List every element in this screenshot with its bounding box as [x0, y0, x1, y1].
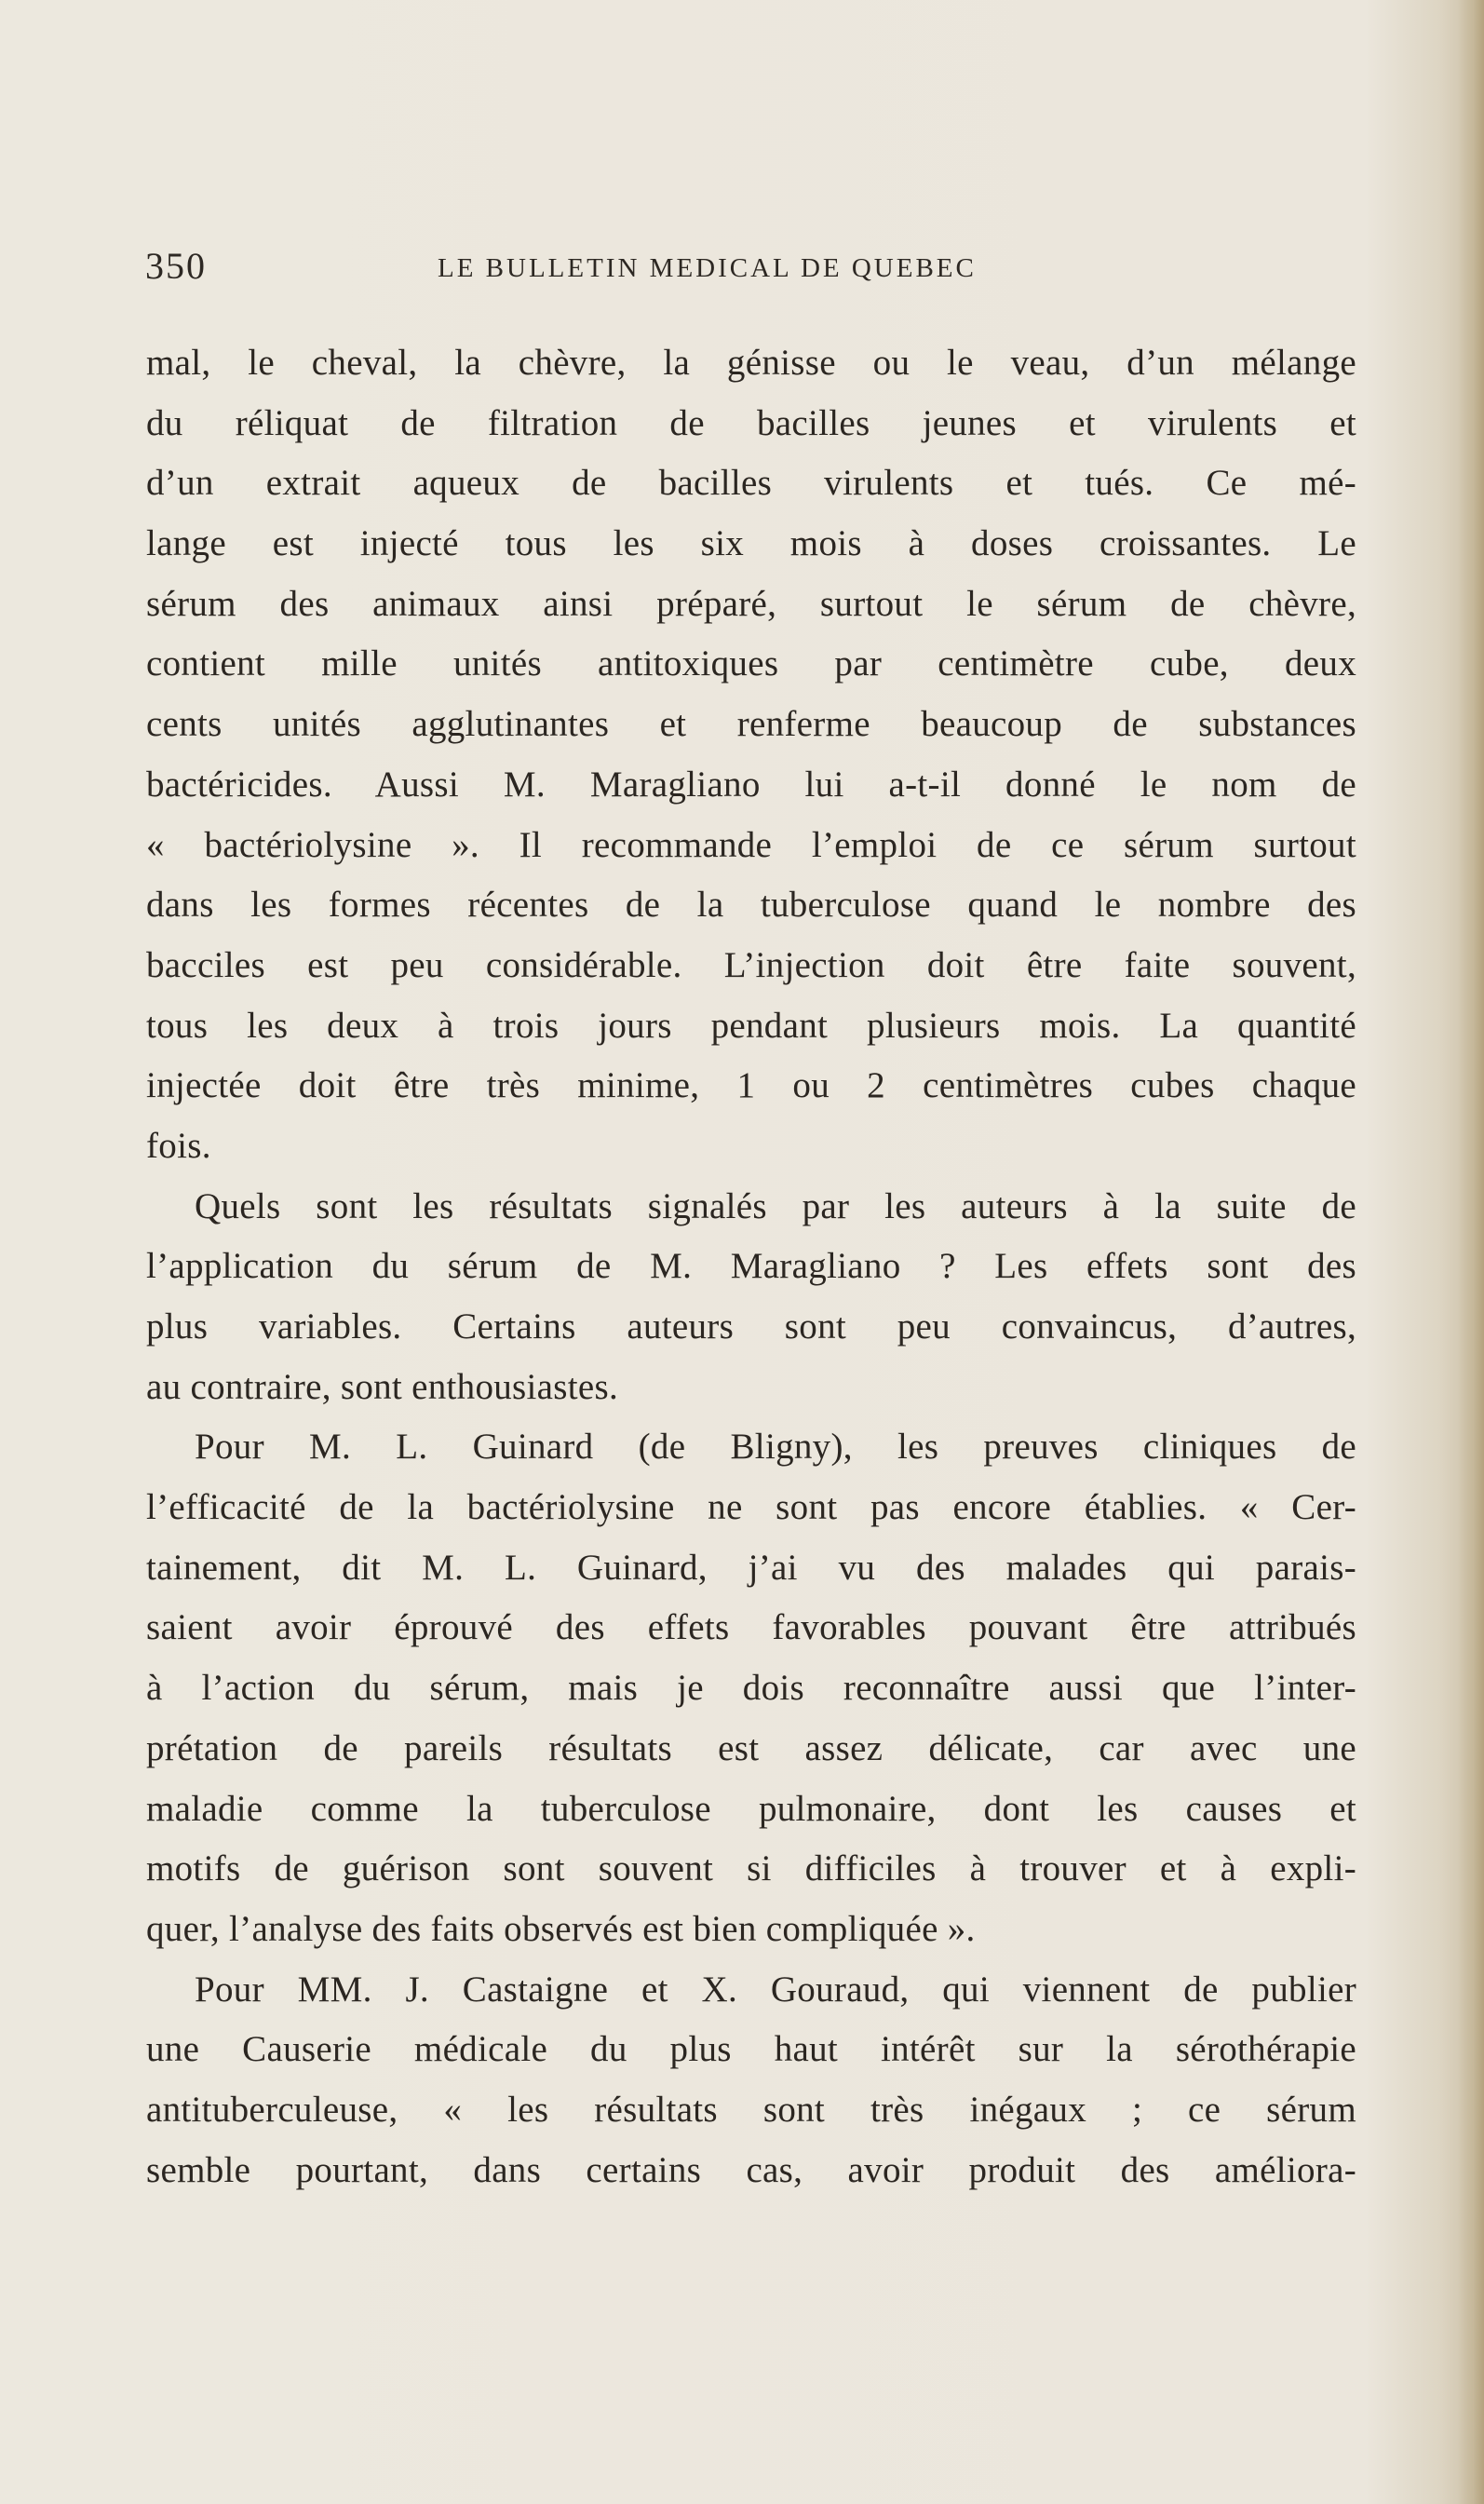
body-text — [146, 333, 1356, 2200]
text-line: quer, l’analyse des faits observés est bien compliquée ». — [146, 1908, 976, 1949]
text-line: l’efficacité de la bactériolysine ne sont pas encore établies. « Cer- — [146, 1487, 1356, 1528]
text-line: à l’action du sérum, mais je dois reconnaître aussi que l’inter- — [146, 1668, 1356, 1709]
running-title: LE BULLETIN MEDICAL DE QUEBEC — [438, 253, 977, 283]
text-line: fois. — [146, 1125, 211, 1166]
text-line: semble pourtant, dans certains cas, avoir produit des améliora- — [146, 2149, 1356, 2190]
text-line: bacciles est peu considérable. L’injection doit être faite souvent, — [146, 944, 1356, 985]
text-line: cents unités agglutinantes et renferme beaucoup de substances — [146, 704, 1356, 745]
text-line: bactéricides. Aussi M. Maragliano lui a-t-il donné le nom de — [146, 764, 1356, 805]
text-line: injectée doit être très minime, 1 ou 2 centimètres cubes chaque — [146, 1065, 1356, 1106]
text-line: une Causerie médicale du plus haut intérêt sur la sérothérapie — [146, 2029, 1356, 2070]
page-header — [145, 244, 1356, 300]
text-line: saient avoir éprouvé des effets favorables pouvant être attribués — [146, 1607, 1356, 1648]
text-line: du réliquat de filtration de bacilles jeunes et virulents et — [146, 402, 1356, 443]
text-line: l’application du sérum de M. Maragliano ? Les effets sont des — [146, 1246, 1356, 1287]
text-line: mal, le cheval, la chèvre, la génisse ou le veau, d’un mélange — [146, 343, 1356, 383]
text-line: sérum des animaux ainsi préparé, surtout le sérum de chèvre, — [146, 583, 1356, 624]
text-line: motifs de guérison sont souvent si difficiles à trouver et à expli- — [146, 1848, 1356, 1889]
text-line: tous les deux à trois jours pendant plusieurs mois. La quantité — [146, 1005, 1356, 1046]
text-line: tainement, dit M. L. Guinard, j’ai vu des malades qui parais- — [146, 1547, 1356, 1588]
paragraph-first-line: Quels sont les résultats signalés par les auteurs à la suite de — [195, 1185, 1356, 1226]
text-line: antituberculeuse, « les résultats sont très inégaux ; ce sérum — [146, 2089, 1356, 2130]
page-number: 350 — [145, 245, 207, 287]
page-edge-shadow — [1458, 0, 1484, 2504]
paragraph-first-line: Pour MM. J. Castaigne et X. Gouraud, qui viennent de publier — [195, 1969, 1356, 2010]
text-line: « bactériolysine ». Il recommande l’emploi de ce sérum surtout — [146, 824, 1356, 865]
text-line: d’un extrait aqueux de bacilles virulents et tués. Ce mé- — [146, 463, 1356, 504]
text-line: au contraire, sont enthousiastes. — [146, 1366, 619, 1407]
paragraph-first-line: Pour M. L. Guinard (de Bligny), les preuves cliniques de — [195, 1427, 1356, 1468]
text-line: plus variables. Certains auteurs sont peu convaincus, d’autres, — [146, 1306, 1356, 1347]
text-line: dans les formes récentes de la tuberculose quand le nombre des — [146, 885, 1356, 926]
text-line: lange est injecté tous les six mois à doses croissantes. Le — [146, 523, 1356, 564]
text-line: maladie comme la tuberculose pulmonaire, dont les causes et — [146, 1788, 1356, 1829]
text-line: prétation de pareils résultats est assez délicate, car avec une — [146, 1727, 1356, 1768]
text-line: contient mille unités antitoxiques par centimètre cube, deux — [146, 643, 1356, 684]
